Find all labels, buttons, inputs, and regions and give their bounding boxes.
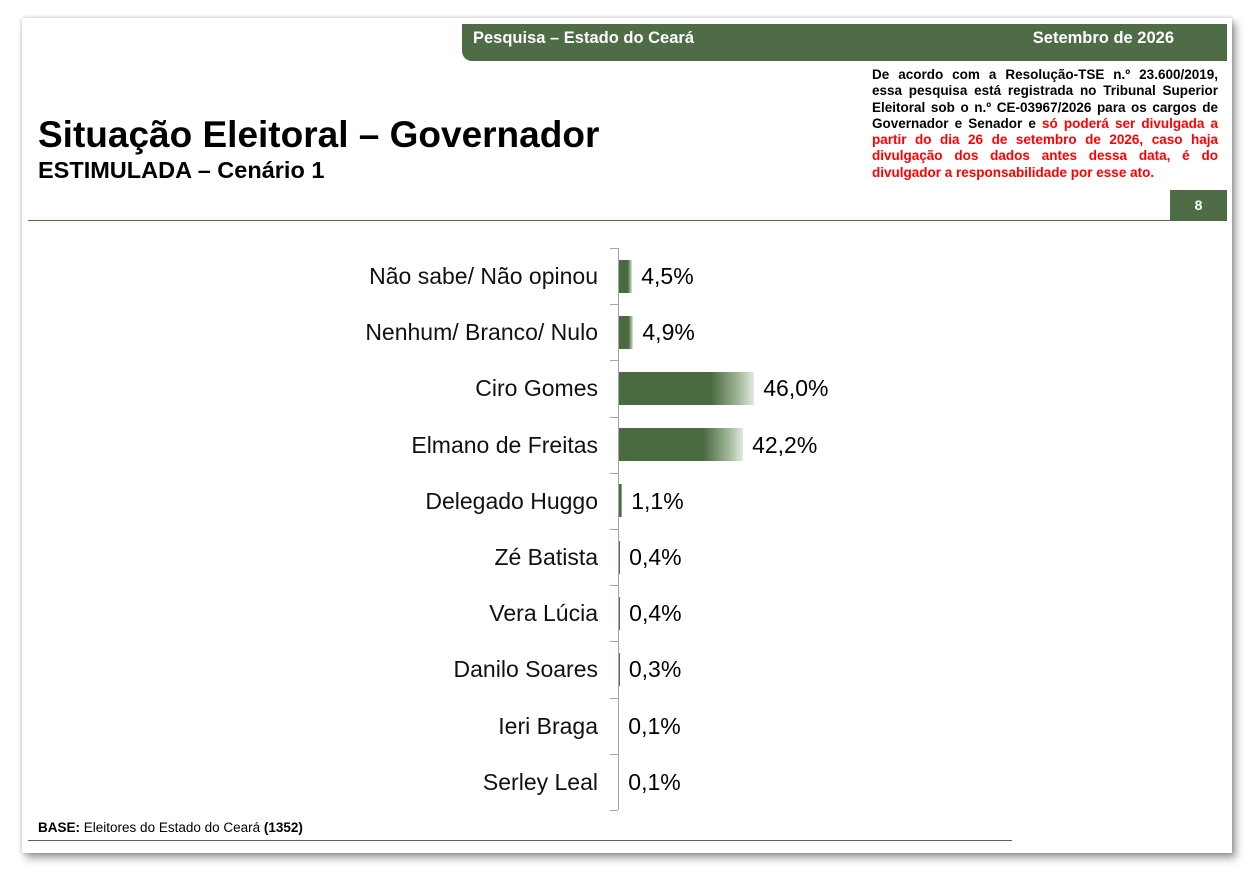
axis-tick bbox=[610, 585, 618, 586]
legal-notice-line bbox=[872, 132, 1218, 148]
chart-plot bbox=[22, 248, 1232, 810]
category-label: Vera Lúcia bbox=[489, 600, 598, 627]
data-label: 4,5% bbox=[641, 263, 694, 289]
legal-notice-text: Eleitoral sob o n.º CE-03967/2026 para os cargos de bbox=[872, 99, 1218, 115]
bar bbox=[619, 597, 620, 630]
legal-notice-text: De acordo com a Resolução-TSE n.º 23.600/2019, bbox=[872, 67, 1218, 82]
page-number: 8 bbox=[1170, 190, 1227, 221]
legal-notice-text: Governador e Senador e bbox=[872, 115, 1036, 131]
bar bbox=[619, 316, 633, 349]
data-label: 46,0% bbox=[763, 375, 829, 402]
axis-tick bbox=[610, 248, 618, 249]
legal-notice-line bbox=[872, 67, 1218, 83]
axis-tick bbox=[610, 360, 618, 361]
axis-tick bbox=[610, 810, 618, 811]
bar bbox=[619, 260, 632, 293]
category-label: Zé Batista bbox=[494, 544, 598, 570]
legal-notice bbox=[872, 67, 1218, 181]
bar bbox=[619, 372, 754, 405]
axis-tick bbox=[610, 304, 618, 305]
category-label: Danilo Soares bbox=[453, 656, 598, 683]
category-label: Serley Leal bbox=[482, 768, 598, 795]
data-label: 0,4% bbox=[629, 544, 682, 570]
data-label: 1,1% bbox=[631, 487, 684, 514]
axis-tick bbox=[610, 754, 618, 755]
category-label: Nenhum/ Branco/ Nulo bbox=[365, 319, 598, 346]
axis-tick bbox=[610, 641, 618, 642]
data-label: 0,1% bbox=[628, 768, 681, 795]
data-label: 0,3% bbox=[628, 656, 682, 683]
category-label: Ieri Braga bbox=[498, 712, 598, 739]
legal-notice-warning: só poderá ser divulgada a bbox=[1041, 115, 1218, 131]
bar bbox=[619, 484, 622, 517]
data-label: 0,1% bbox=[628, 712, 681, 739]
data-label: 0,4% bbox=[629, 600, 682, 627]
base-label: BASE: bbox=[38, 820, 81, 835]
header-divider bbox=[28, 220, 1170, 221]
base-note bbox=[38, 820, 303, 836]
axis-tick bbox=[610, 473, 618, 474]
base-description: Eleitores do Estado do Ceará bbox=[83, 820, 261, 835]
page-title: Situação Eleitoral – Governador bbox=[38, 114, 600, 155]
category-label: Elmano de Freitas bbox=[411, 431, 598, 458]
legal-notice-warning: divulgação dos dados antes dessa data, é do bbox=[872, 148, 1218, 164]
category-label: Delegado Huggo bbox=[425, 487, 598, 514]
survey-date: Setembro de 2026 bbox=[1032, 29, 1174, 47]
header-bar bbox=[462, 24, 1227, 61]
category-label: Ciro Gomes bbox=[475, 375, 598, 402]
legal-notice-line bbox=[872, 165, 1218, 181]
bar bbox=[619, 541, 620, 574]
legal-notice-line bbox=[872, 100, 1218, 116]
legal-notice-warning: divulgador a responsabilidade por esse ato. bbox=[872, 164, 1155, 180]
legal-notice-text: essa pesquisa está registrada no Tribunal Superior bbox=[872, 83, 1218, 99]
survey-label: Pesquisa – Estado do Ceará bbox=[473, 29, 695, 47]
page-subtitle: ESTIMULADA – Cenário 1 bbox=[38, 157, 325, 183]
axis-tick bbox=[610, 698, 618, 699]
category-label: Não sabe/ Não opinou bbox=[369, 263, 598, 289]
legal-notice-line bbox=[872, 116, 1218, 132]
data-label: 4,9% bbox=[642, 319, 695, 346]
legal-notice-line bbox=[872, 148, 1218, 164]
legal-notice-line bbox=[872, 83, 1218, 99]
axis-tick bbox=[610, 529, 618, 530]
bar bbox=[619, 653, 620, 686]
footer-divider bbox=[28, 840, 1012, 841]
base-count: (1352) bbox=[263, 820, 303, 835]
bar bbox=[619, 428, 743, 461]
legal-notice-warning: partir do dia 26 de setembro de 2026, caso haja bbox=[872, 132, 1218, 148]
data-label: 42,2% bbox=[752, 431, 818, 458]
axis-tick bbox=[610, 417, 618, 418]
slide bbox=[22, 18, 1232, 853]
